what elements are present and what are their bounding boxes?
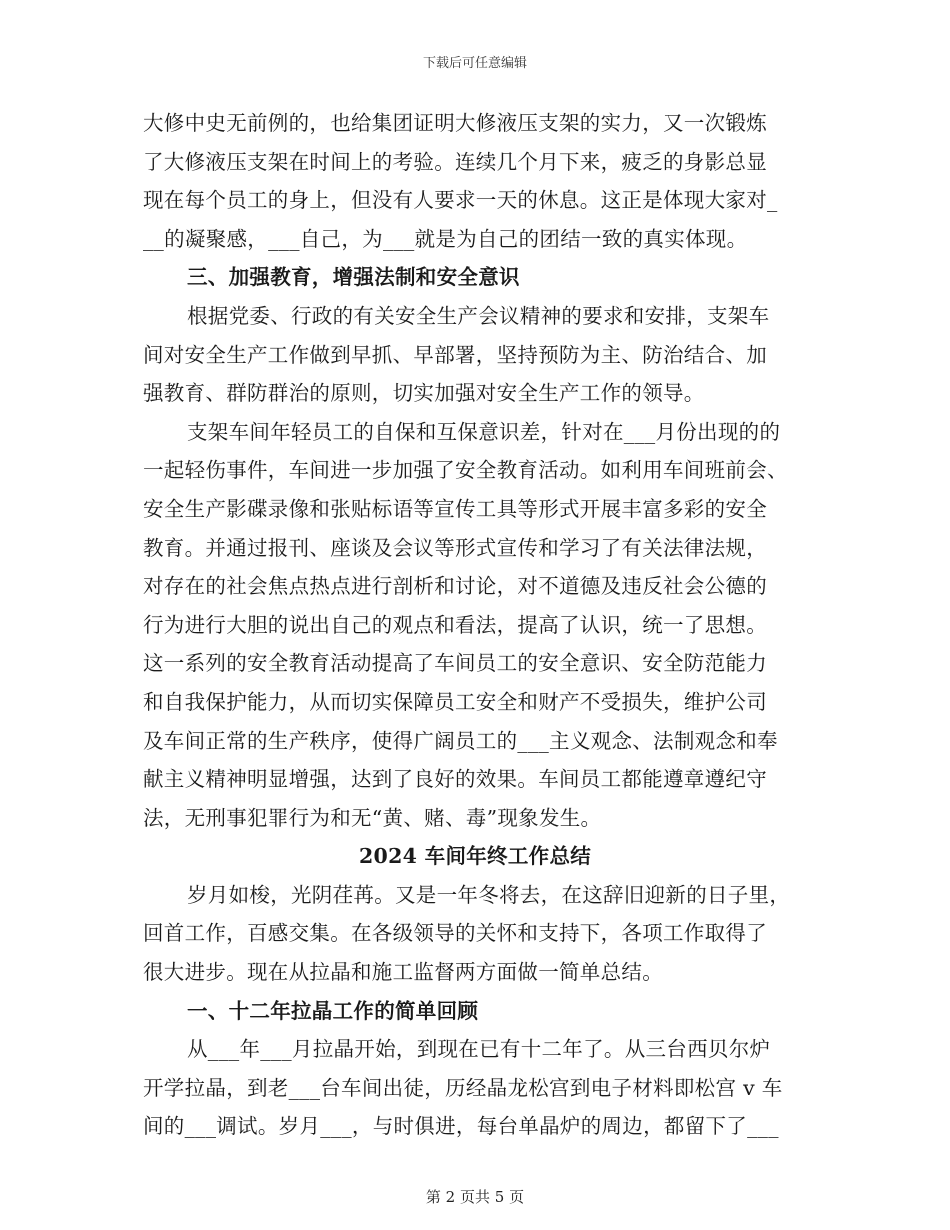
page-header: 下载后可任意编辑 [422,56,527,71]
text-line: 献主义精神明显增强，达到了良好的效果。车间员工都能遵章遵纪守 [143,767,767,792]
text-line: 岁月如梭，光阴荏苒。又是一年冬将去，在这辞旧迎新的日子里， [187,882,791,907]
text-line: 现在每个员工的身上，但没有人要求一天的休息。这正是体现大家对_ [143,188,778,213]
text-line: 间对安全生产工作做到早抓、早部署，坚持预防为主、防治结合、加 [143,342,767,367]
text-line: 大修中史无前例的，也给集团证明大修液压支架的实力，又一次锻炼 [143,111,767,135]
text-line: 教育。并通过报刊、座谈及会议等形式宣传和学习了有关法律法规， [143,535,767,560]
section-heading: 三、加强教育，增强法制和安全意识 [187,265,520,290]
text-line: 开学拉晶，到老___台车间出徒，历经晶龙松宫到电子材料即松宫 v 车 [143,1075,783,1100]
text-line: 根据党委、行政的有关安全生产会议精神的要求和安排，支架车 [187,303,770,328]
section-heading: 一、十二年拉晶工作的简单回顾 [187,998,479,1023]
text-line: 对存在的社会焦点热点进行剖析和讨论，对不道德及违反社会公德的 [143,574,767,599]
text-line: 法，无刑事犯罪行为和无“黄、赌、毒”现象发生。 [143,805,602,830]
text-line: 一起轻伤事件，车间进一步加强了安全教育活动。如利用车间班前会、 [143,458,788,483]
text-line: 从___年___月拉晶开始，到现在已有十二年了。从三台西贝尔炉 [187,1037,771,1062]
text-line: 行为进行大胆的说出自己的观点和看法，提高了认识，统一了思想。 [143,612,767,637]
text-line: __的凝聚感，___自己，为___就是为自己的团结一致的真实体现。 [143,226,748,251]
text-line: 及车间正常的生产秩序，使得广阔员工的___主义观念、法制观念和奉 [143,728,778,753]
text-line: 间的___调试。岁月___，与时俱进，每台单晶炉的周边，都留下了___ [143,1114,779,1139]
document-title: 2024 车间年终工作总结 [358,844,592,869]
text-line: 和自我保护能力，从而切实保障员工安全和财产不受损失，维护公司 [143,689,767,714]
text-line: 安全生产影碟录像和张贴标语等宣传工具等形式开展丰富多彩的安全 [143,496,767,521]
text-line: 很大进步。现在从拉晶和施工监督两方面做一简单总结。 [143,960,663,985]
text-line: 这一系列的安全教育活动提高了车间员工的安全意识、安全防范能力 [143,651,767,676]
document-body [143,104,807,1146]
text-line: 支架车间年轻员工的自保和互保意识差，针对在___月份出现的的 [187,419,781,444]
text-line: 了大修液压支架在时间上的考验。连续几个月下来，疲乏的身影总显 [143,149,767,174]
page-footer: 第 2 页共 5 页 [425,1188,525,1206]
text-line: 强教育、群防群治的原则，切实加强对安全生产工作的领导。 [143,381,705,406]
text-line: 回首工作，百感交集。在各级领导的关怀和支持下，各项工作取得了 [143,921,767,946]
